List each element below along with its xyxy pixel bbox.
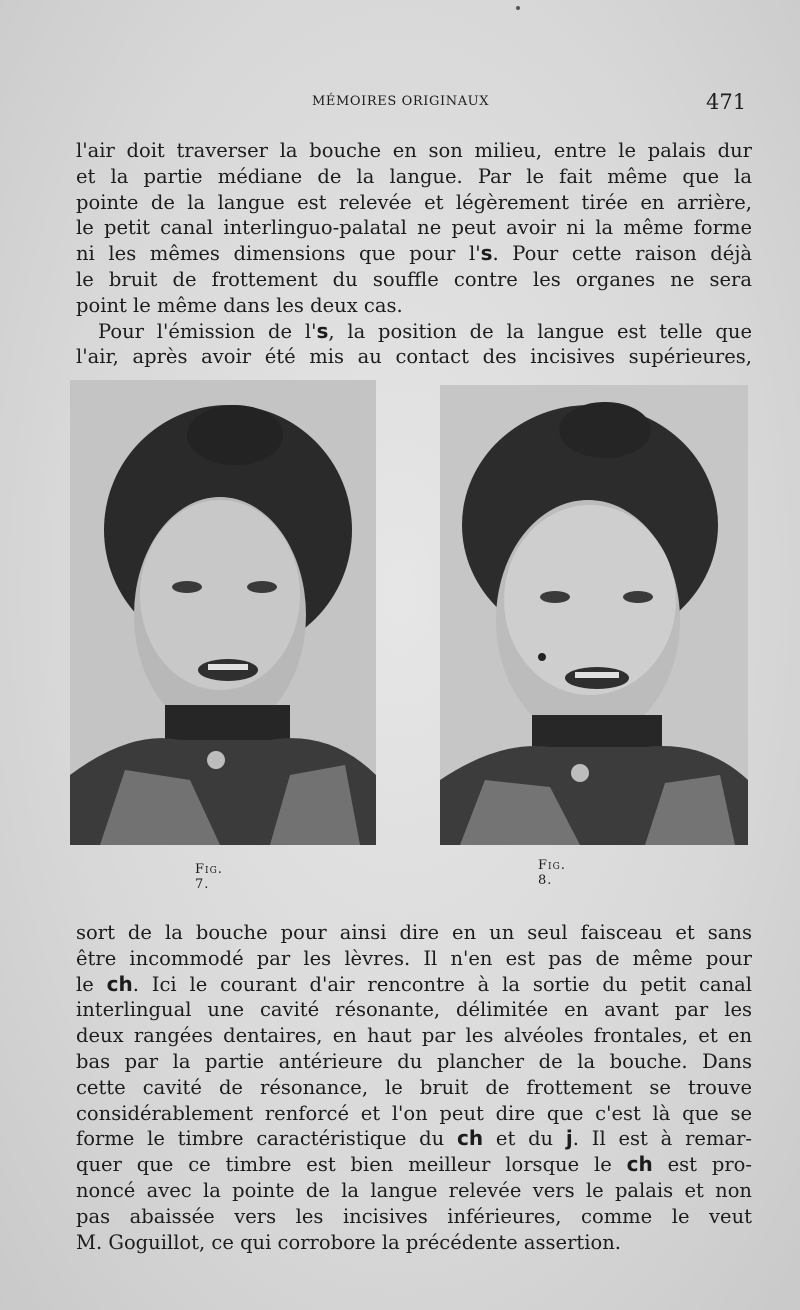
text-line: sort de la bouche pour ainsi dire en un seul faisceau et sans	[76, 921, 752, 944]
text-line: M. Goguillot, ce qui corrobore la précédente assertion.	[76, 1230, 621, 1254]
text-line: le ch. Ici le courant d'air rencontre à la sortie du petit canal	[76, 971, 752, 996]
page-number: 471	[706, 90, 747, 114]
figure-caption: Fig. 8.	[538, 858, 566, 888]
text-line: Pour l'émission de l's, la position de la langue est telle que	[98, 318, 752, 343]
running-head: MÉMOIRES ORIGINAUX	[312, 94, 490, 109]
paragraph-bottom	[76, 920, 752, 1255]
text-line: forme le timbre caractéristique du ch et du j. Il est à remar-	[76, 1126, 752, 1151]
phoneme-ch: ch	[626, 1152, 653, 1177]
portrait-photo	[70, 380, 376, 845]
text-line: interlingual une cavité résonante, délimitée en avant par les	[76, 998, 752, 1022]
text-line: point le même dans les deux cas.	[76, 293, 403, 317]
print-speck	[516, 6, 520, 10]
text-line: être incommodé par les lèvres. Il n'en est pas de même pour	[76, 946, 752, 970]
phoneme-s: s	[316, 318, 329, 343]
text-line: deux rangées dentaires, en haut par les alvéoles frontales, et en	[76, 1024, 752, 1048]
page-header	[0, 92, 800, 116]
paragraph-top	[76, 138, 752, 370]
text-line: l'air doit traverser la bouche en son milieu, entre le palais dur	[76, 139, 752, 162]
text-line: cette cavité de résonance, le bruit de frottement se trouve	[76, 1075, 752, 1099]
phoneme-s: s	[480, 241, 493, 266]
text-line: bas par la partie antérieure du plancher de la bouche. Dans	[76, 1049, 752, 1073]
phoneme-ch: ch	[106, 971, 133, 996]
text-line: noncé avec la pointe de la langue relevée vers le palais et non	[76, 1178, 752, 1202]
text-line: le petit canal interlinguo-palatal ne peut avoir ni la même forme	[76, 216, 752, 240]
text-line: pointe de la langue est relevée et légèrement tirée en arrière,	[76, 190, 752, 214]
figure-caption: Fig. 7.	[195, 862, 223, 892]
text-line: considérablement renforcé et l'on peut dire que c'est là que se	[76, 1101, 752, 1125]
portrait-illustration	[440, 385, 748, 845]
text-line: l'air, après avoir été mis au contact des incisives supérieures,	[76, 345, 752, 369]
text-line: pas abaissée vers les incisives inférieures, comme le veut	[76, 1204, 752, 1228]
text-line: quer que ce timbre est bien meilleur lorsque le ch est pro-	[76, 1152, 752, 1177]
text-line: et la partie médiane de la langue. Par le fait même que la	[76, 164, 752, 188]
text-line: le bruit de frottement du souffle contre les organes ne sera	[76, 267, 752, 291]
phoneme-ch: ch	[457, 1126, 484, 1151]
text-line: ni les mêmes dimensions que pour l's. Pour cette raison déjà	[76, 241, 752, 266]
portrait-illustration	[70, 380, 376, 845]
phoneme-j: j	[565, 1126, 573, 1151]
portrait-photo	[440, 385, 748, 845]
